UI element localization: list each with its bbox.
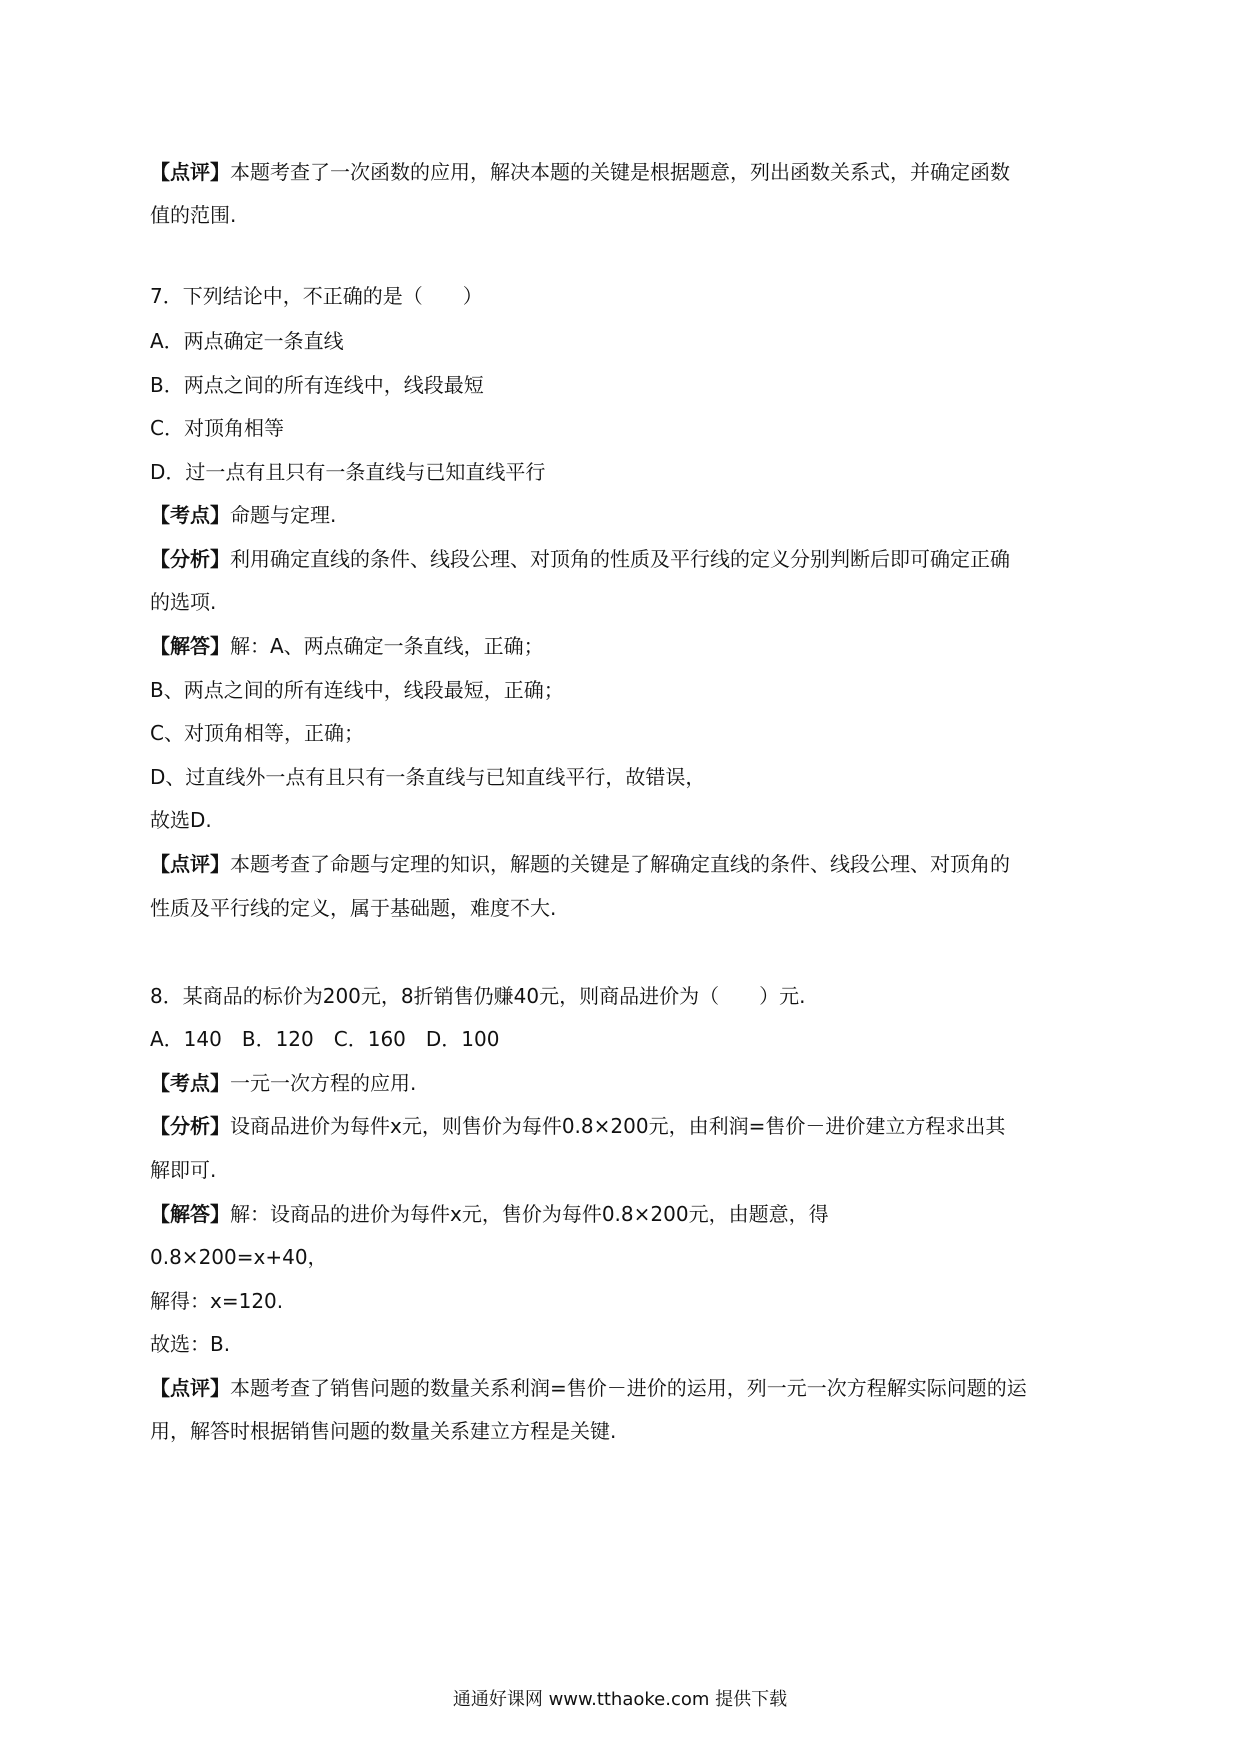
line-text: 本题考查了命题与定理的知识，解题的关键是了解确定直线的条件、线段公理、对顶角的: [230, 852, 1010, 876]
section-tag: 【考点】: [150, 1071, 230, 1095]
line-text: 的选项.: [150, 590, 217, 614]
section-tag: 【分析】: [150, 1114, 230, 1138]
line-text: 解：A、两点确定一条直线，正确；: [230, 634, 544, 658]
line-text: 8．某商品的标价为200元，8折销售仍赚40元，则商品进价为（ ）元.: [150, 984, 806, 1008]
question-8-point: [150, 1070, 1110, 1096]
question-7-answer-line-2: [150, 677, 1110, 703]
line-text: B、两点之间的所有连线中，线段最短，正确；: [150, 678, 564, 702]
line-text: A．140 B．120 C．160 D．100: [150, 1027, 500, 1051]
line-text: 一元一次方程的应用.: [230, 1071, 417, 1095]
question-7-comment-line-1: [150, 851, 1110, 877]
line-text: 解即可.: [150, 1158, 217, 1182]
line-text: C、对顶角相等，正确；: [150, 721, 364, 745]
line-text: 本题考查了销售问题的数量关系利润=售价－进价的运用，列一元一次方程解实际问题的运: [230, 1376, 1027, 1400]
line-text: 故选D.: [150, 808, 212, 832]
question-7-answer-line-5: [150, 807, 1110, 833]
question-7-option-c: [150, 415, 1110, 441]
section-tag: 【分析】: [150, 547, 230, 571]
section-tag: 【考点】: [150, 503, 230, 527]
question-8-answer-line-4: [150, 1331, 1110, 1357]
line-text: C．对顶角相等: [150, 416, 284, 440]
question-7-analysis-line-1: [150, 546, 1110, 572]
line-text: 设商品进价为每件x元，则售价为每件0.8×200元，由利润=售价－进价建立方程求出其: [230, 1114, 1006, 1138]
line-text: 本题考查了一次函数的应用，解决本题的关键是根据题意，列出函数关系式，并确定函数: [230, 160, 1010, 184]
question-7-option-b: [150, 372, 1110, 398]
line-text: 7．下列结论中，不正确的是（ ）: [150, 284, 483, 308]
line-text: 0.8×200=x+40，: [150, 1245, 328, 1269]
question-7-answer-line-3: [150, 720, 1110, 746]
question-7-point: [150, 502, 1110, 528]
question-7-option-d: [150, 459, 1110, 485]
section-tag: 【解答】: [150, 1202, 230, 1226]
line-text: D、过直线外一点有且只有一条直线与已知直线平行，故错误，: [150, 765, 706, 789]
question-8-analysis-line-2: [150, 1157, 1110, 1183]
question-7-stem: [150, 283, 1110, 309]
line-text: 解：设商品的进价为每件x元，售价为每件0.8×200元，由题意，得: [230, 1202, 829, 1226]
question-8-comment-line-1: [150, 1375, 1110, 1401]
question-8-options: [150, 1026, 1110, 1052]
section-tag: 【点评】: [150, 852, 230, 876]
line-text: 利用确定直线的条件、线段公理、对顶角的性质及平行线的定义分别判断后即可确定正确: [230, 547, 1010, 571]
question-7-answer-line-1: [150, 633, 1110, 659]
question-7-answer-line-4: [150, 764, 1110, 790]
section-tag: 【点评】: [150, 1376, 230, 1400]
line-text: D．过一点有且只有一条直线与已知直线平行: [150, 460, 546, 484]
question-8-answer-line-1: [150, 1201, 1110, 1227]
question-7-comment-line-2: [150, 895, 1110, 921]
line-text: A．两点确定一条直线: [150, 329, 344, 353]
question-7-option-a: [150, 328, 1110, 354]
line-text: 值的范围.: [150, 203, 237, 227]
question-7-analysis-line-2: [150, 589, 1110, 615]
line-text: 命题与定理.: [230, 503, 337, 527]
question-8-answer-line-2: [150, 1244, 1110, 1270]
section-tag: 【解答】: [150, 634, 230, 658]
question-8-comment-line-2: [150, 1418, 1110, 1444]
comment-6-line-1: [150, 159, 1110, 185]
question-8-answer-line-3: [150, 1288, 1110, 1314]
comment-6-line-2: [150, 202, 1110, 228]
question-8-analysis-line-1: [150, 1113, 1110, 1139]
question-8-stem: [150, 983, 1110, 1009]
page-footer: 通通好课网 www.tthaoke.com 提供下载: [452, 1689, 788, 1710]
line-text: 用，解答时根据销售问题的数量关系建立方程是关键.: [150, 1419, 617, 1443]
line-text: B．两点之间的所有连线中，线段最短: [150, 373, 484, 397]
line-text: 性质及平行线的定义，属于基础题，难度不大.: [150, 896, 557, 920]
line-text: 解得：x=120.: [150, 1289, 284, 1313]
section-tag: 【点评】: [150, 160, 230, 184]
line-text: 故选：B.: [150, 1332, 231, 1356]
